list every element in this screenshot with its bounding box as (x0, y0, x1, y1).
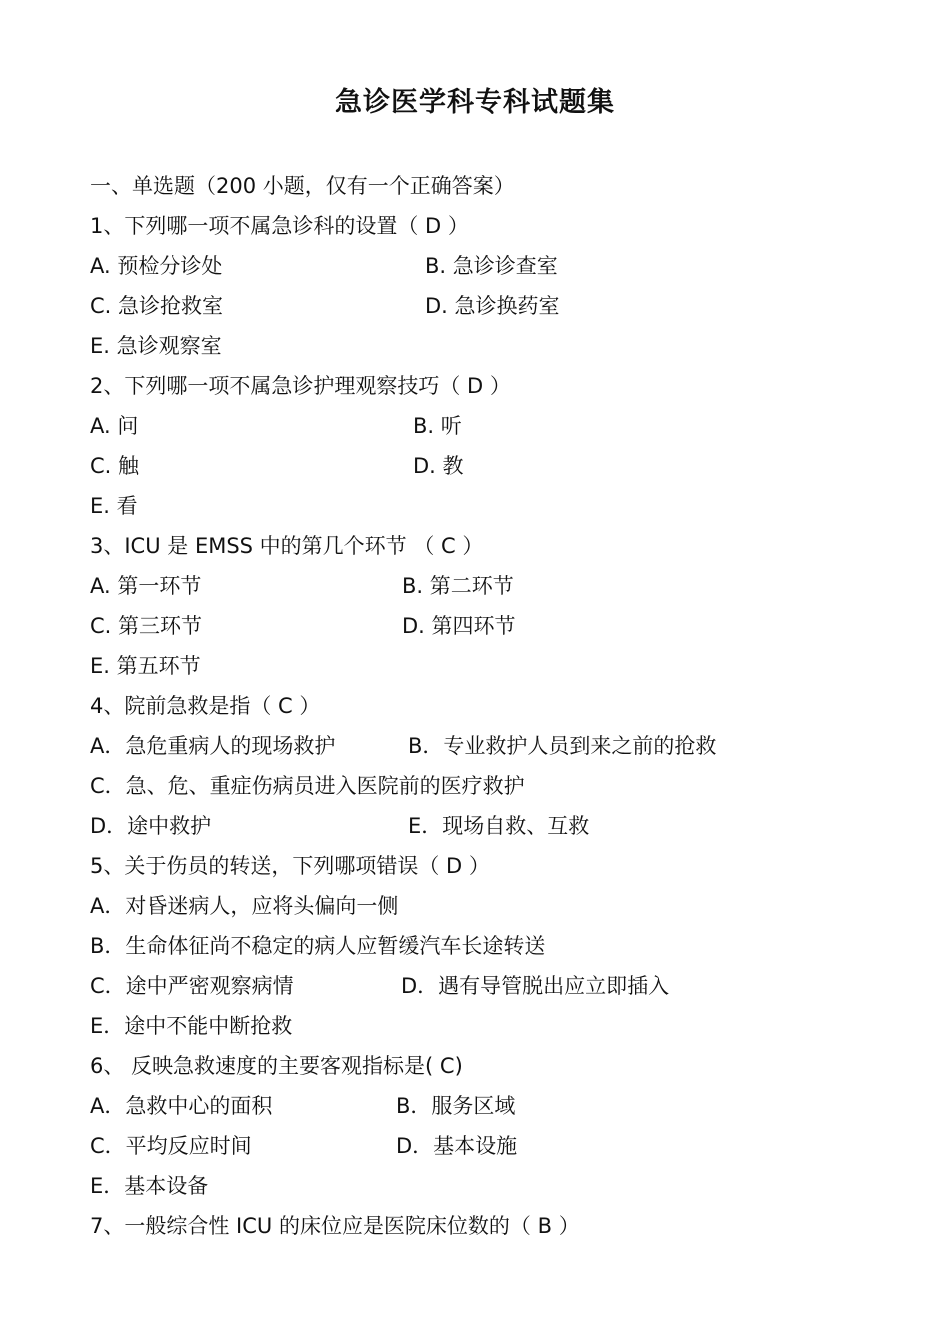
option-item: B．专业救护人员到来之前的抢救 (408, 734, 717, 758)
section-heading: 一、单选题（200 小题，仅有一个正确答案） (90, 174, 515, 198)
option-item: C. 急诊抢救室 (90, 294, 224, 318)
option-item: D．基本设施 (396, 1134, 518, 1158)
option-item: E．基本设备 (90, 1174, 209, 1198)
option-item: D．途中救护 (90, 814, 212, 838)
option-item: B. 听 (413, 414, 462, 438)
option-item: B. 急诊诊查室 (425, 254, 558, 278)
document-title: 急诊医学科专科试题集 (335, 87, 615, 118)
option-item: C．平均反应时间 (90, 1134, 252, 1158)
question-stem: 7、一般综合性 ICU 的床位应是医院床位数的（ B ） (90, 1214, 580, 1238)
option-item: A．急救中心的面积 (90, 1094, 273, 1118)
option-row (90, 966, 890, 1006)
option-row (90, 766, 890, 806)
option-row (90, 446, 890, 486)
option-row (90, 1086, 890, 1126)
question-stem: 3、ICU 是 EMSS 中的第几个环节 （ C ） (90, 534, 484, 558)
option-row (90, 606, 890, 646)
option-row (90, 1006, 890, 1046)
option-row (90, 1126, 890, 1166)
question-stem: 2、下列哪一项不属急诊护理观察技巧（ D ） (90, 374, 511, 398)
option-item: B．生命体征尚不稳定的病人应暂缓汽车长途转送 (90, 934, 546, 958)
option-item: E．途中不能中断抢救 (90, 1014, 293, 1038)
option-item: D．遇有导管脱出应立即插入 (401, 974, 670, 998)
option-item: A．急危重病人的现场救护 (90, 734, 336, 758)
option-row (90, 566, 890, 606)
option-item: A．对昏迷病人，应将头偏向一侧 (90, 894, 399, 918)
option-item: A. 问 (90, 414, 139, 438)
option-row (90, 806, 890, 846)
option-row (90, 326, 890, 366)
option-row (90, 886, 890, 926)
option-item: A. 第一环节 (90, 574, 202, 598)
option-item: E. 看 (90, 494, 138, 518)
option-item: C. 触 (90, 454, 140, 478)
option-item: C．急、危、重症伤病员进入医院前的医疗救护 (90, 774, 525, 798)
option-item: E. 第五环节 (90, 654, 201, 678)
option-item: D. 教 (413, 454, 464, 478)
option-item: C. 第三环节 (90, 614, 203, 638)
option-item: A. 预检分诊处 (90, 254, 223, 278)
question-stem: 5、关于伤员的转送，下列哪项错误（ D ） (90, 854, 490, 878)
option-row (90, 926, 890, 966)
option-row (90, 646, 890, 686)
option-item: D. 第四环节 (402, 614, 516, 638)
option-item: B．服务区域 (396, 1094, 516, 1118)
option-item: B. 第二环节 (402, 574, 514, 598)
question-stem: 4、院前急救是指（ C ） (90, 694, 321, 718)
option-row (90, 406, 890, 446)
option-row (90, 246, 890, 286)
option-item: E．现场自救、互救 (408, 814, 590, 838)
option-row (90, 1166, 890, 1206)
option-row (90, 486, 890, 526)
option-item: C．途中严密观察病情 (90, 974, 294, 998)
option-row (90, 286, 890, 326)
question-stem: 1、下列哪一项不属急诊科的设置（ D ） (90, 214, 469, 238)
option-row (90, 726, 890, 766)
question-list (90, 166, 890, 1246)
option-item: E. 急诊观察室 (90, 334, 222, 358)
option-item: D. 急诊换药室 (425, 294, 560, 318)
question-stem: 6、 反映急救速度的主要客观指标是( C) (90, 1054, 463, 1078)
